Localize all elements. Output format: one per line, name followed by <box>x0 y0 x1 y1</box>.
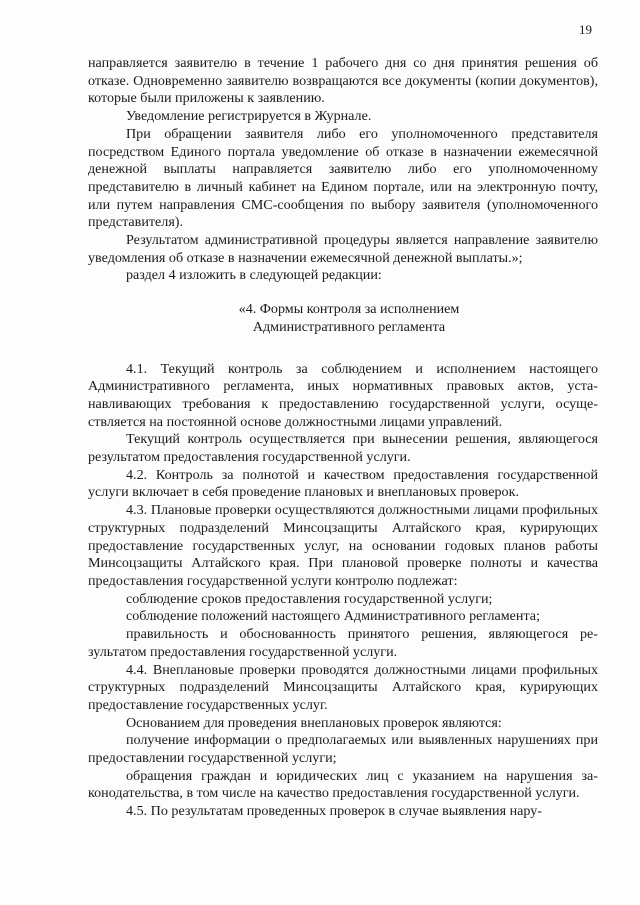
paragraph: 4.5. По результатам проведенных проверок в случае выявления нару- <box>126 803 543 820</box>
document-body <box>88 55 598 821</box>
paragraph: 4.1. Текущий контроль за соблюдением и исполнением настоящего Административного регламента, иных нормативных правовых актов, устанавливающих требования к предоставлению государственной услуги, осуществляется на постоянной основе должностными лицами управлений. <box>88 360 598 430</box>
page-number: 19 <box>579 22 592 37</box>
paragraph: Текущий контроль осуществляется при вынесении решения, являющегося результатом предоставления государственной услуги. <box>88 431 598 466</box>
paragraph: 4.3. Плановые проверки осуществляются должностными лицами профильных структурных подразделений Минсоцзащиты Алтайского края, курирующих предоставление государственных услуг, на основании годовых планов работы Минсоцзащиты Алтайского края. При плановой проверке полноты и качества предоставления государственной услуги контролю подлежат: <box>88 502 598 589</box>
paragraph: При обращении заявителя либо его уполномоченного представителя посредством Единого портала уведомление об отказе в назначении ежемесячной денежной выплаты направляется заявителю либо его уполномоченному представителю в личный кабинет на Едином портале, или на электронную почту, или путем направления СМС-сообщения по выбору заявителя (уполномоченного представителя). <box>88 125 598 231</box>
section-heading-line: Административного регламента <box>252 318 446 335</box>
list-item: соблюдение положений настоящего Административного регламента; <box>126 608 540 625</box>
list-item: получение информации о предполагаемых или выявленных нарушениях при предоставлении государственной услуги; <box>88 732 598 767</box>
section-heading <box>88 301 598 336</box>
paragraph: направляется заявителю в течение 1 рабочего дня со дня принятия решения об отказе. Одновременно заявителю возвращаются все документы (копии документов), которые были приложены к заявлению. <box>88 55 598 107</box>
paragraph: 4.2. Контроль за полнотой и качеством предоставления государственной услуги включает в себя проведение плановых и внеплановых проверок. <box>88 466 598 501</box>
paragraph: Уведомление регистрируется в Журнале. <box>126 108 372 125</box>
paragraph: раздел 4 изложить в следующей редакции: <box>126 267 382 284</box>
list-item: соблюдение сроков предоставления государственной услуги; <box>126 590 493 607</box>
paragraph: Результатом административной процедуры является направление заявителю уведомления об отказе в назначении ежемесячной денежной выплаты.»; <box>88 232 598 266</box>
list-item: правильность и обоснованность принятого решения, являющегося результатом предоставления государственной услуги. <box>88 626 598 660</box>
section-heading-line: «4. Формы контроля за исполнением <box>238 301 460 318</box>
paragraph: Основанием для проведения внеплановых проверок являются: <box>126 714 502 731</box>
list-item: обращения граждан и юридических лиц с указанием на нарушения законодательства, в том числе на качество предоставления государственной услуги. <box>88 767 598 802</box>
paragraph: 4.4. Внеплановые проверки проводятся должностными лицами профильных структурных подразделений Минсоцзащиты Алтайского края, курирующих предоставление государственных услуг. <box>88 661 598 713</box>
